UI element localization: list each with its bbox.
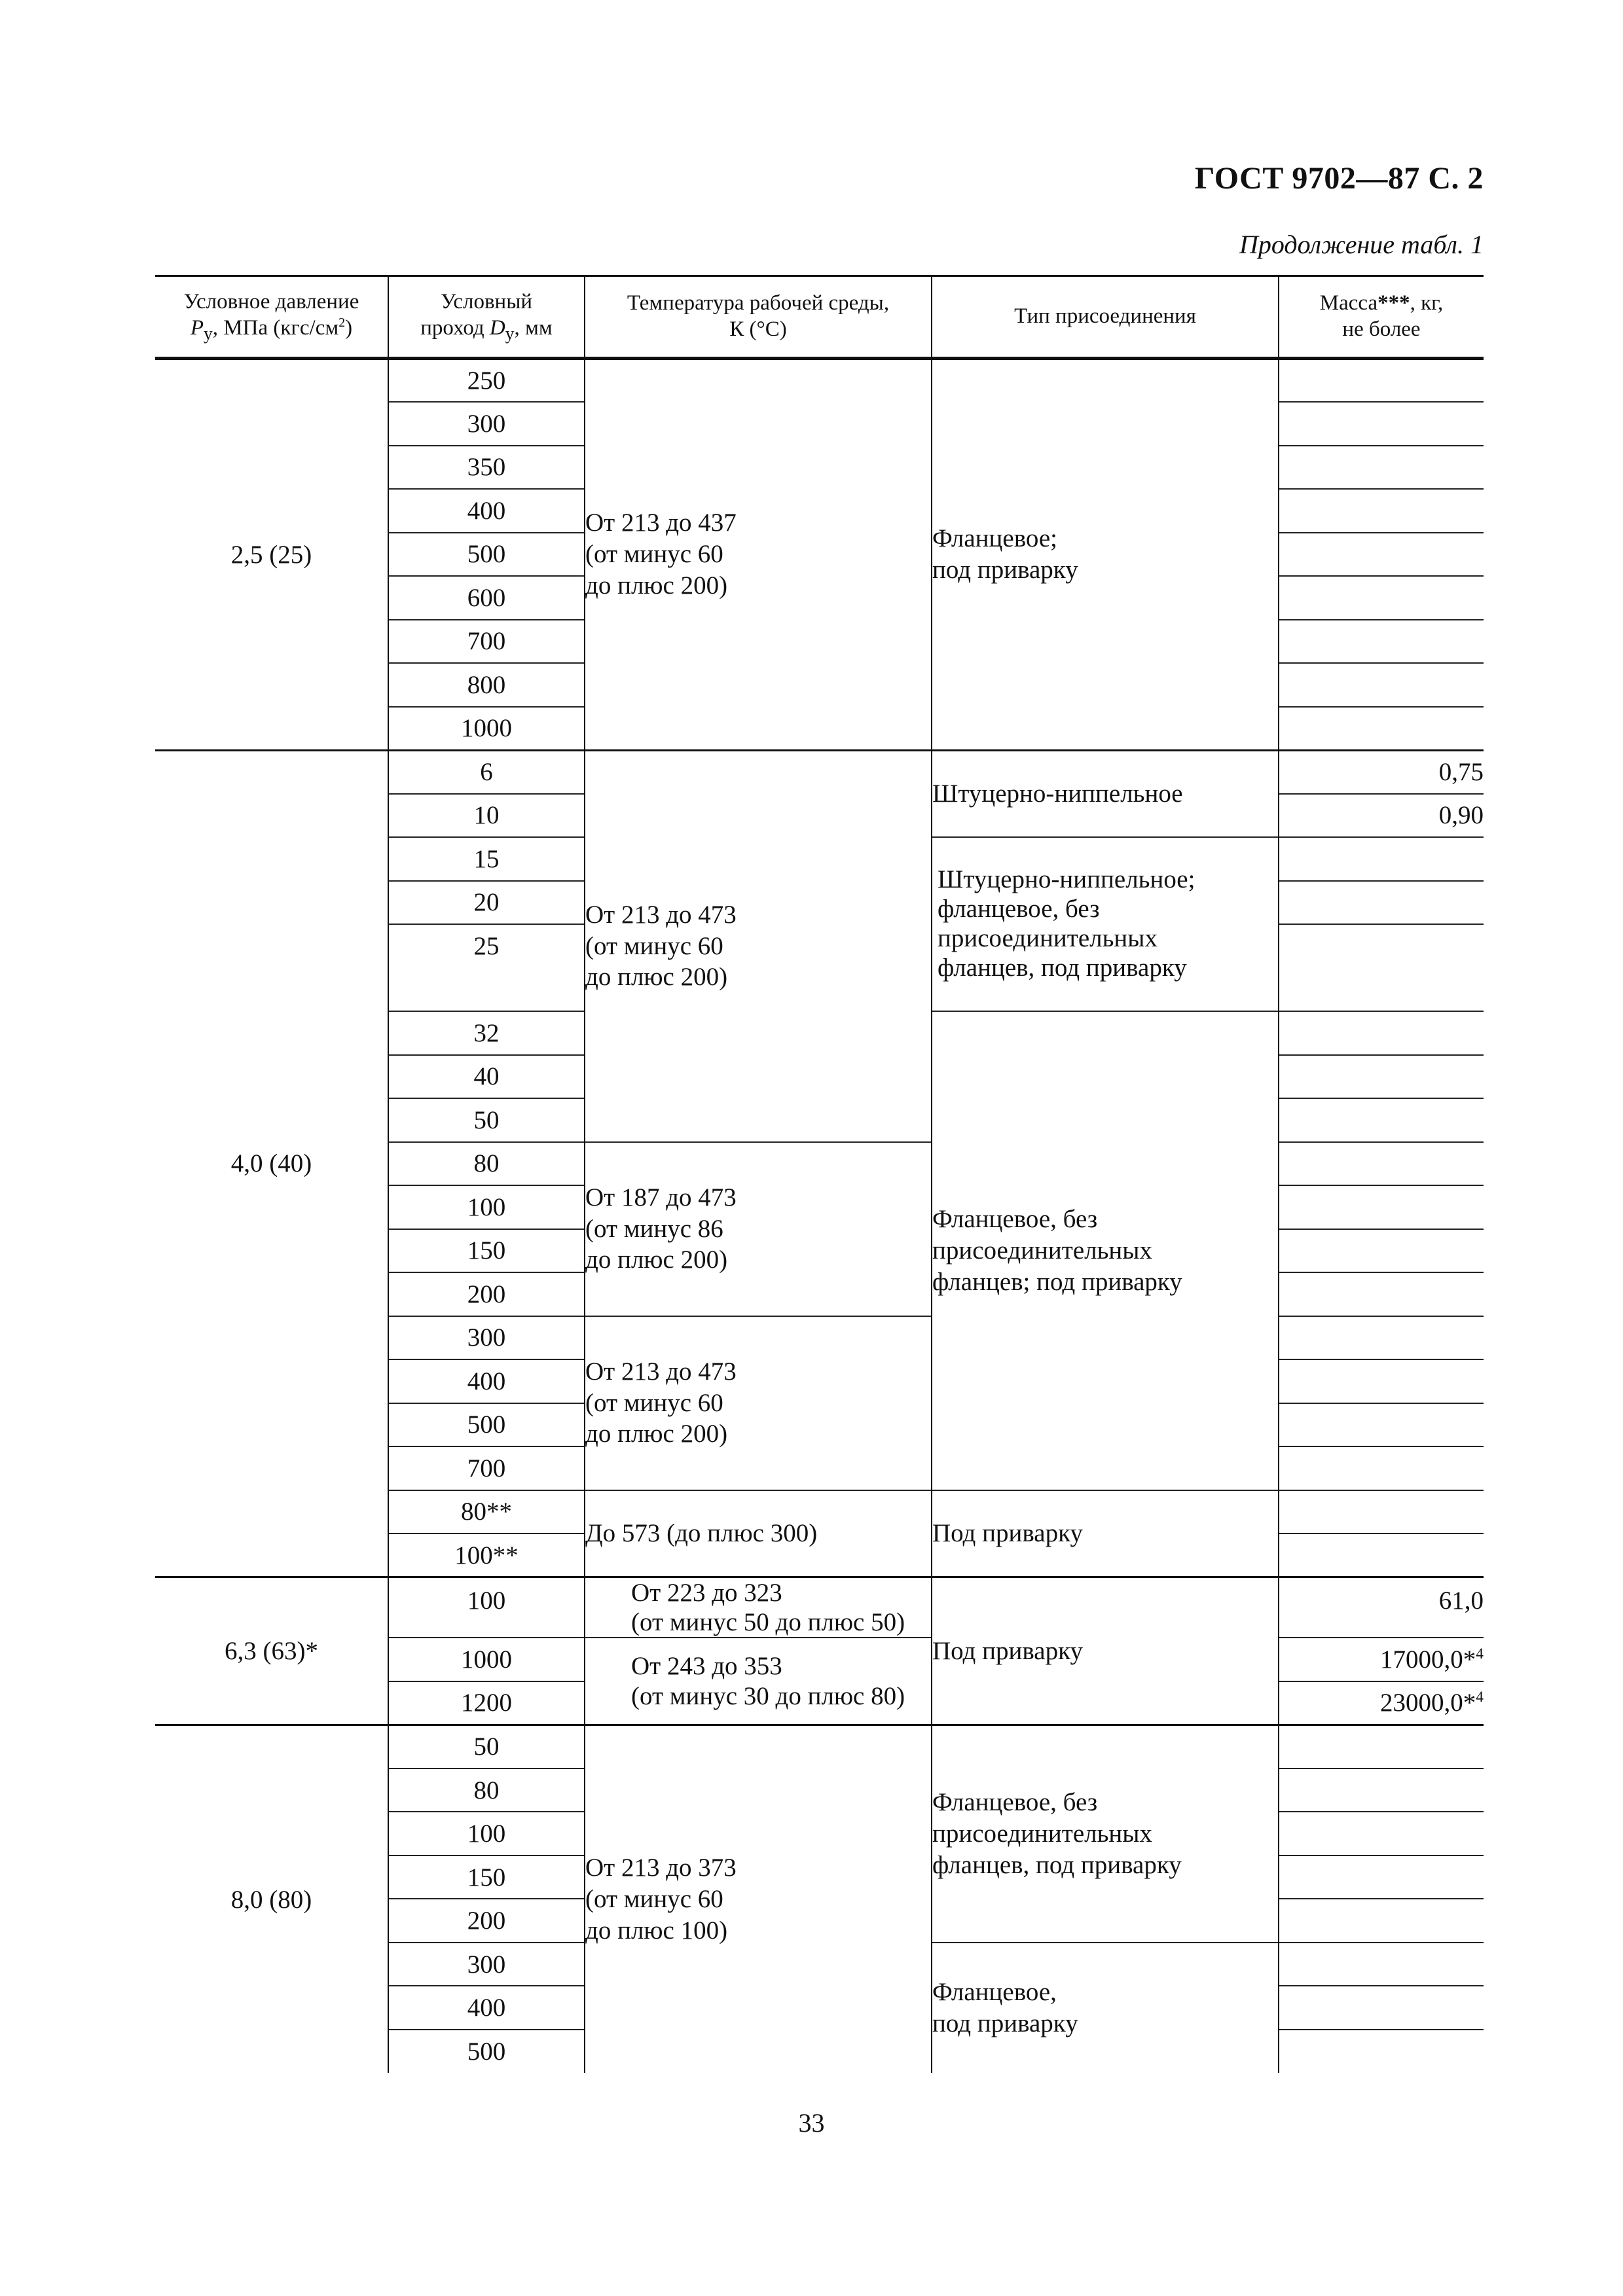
diameter-cell: 500 — [388, 2030, 585, 2073]
mass-cell — [1279, 1142, 1484, 1186]
mass-cell — [1279, 881, 1484, 925]
mass-cell — [1279, 576, 1484, 620]
mass-cell — [1279, 1316, 1484, 1360]
table-header-row — [155, 276, 1484, 359]
col-header-temperature: Температура рабочей среды, К (°С) — [585, 276, 932, 359]
connection-cell: Фланцевое, без присоединительных фланцев, под приварку — [932, 1725, 1279, 1943]
temperature-cell: От 213 до 473 (от минус 60 до плюс 200) — [585, 750, 932, 1142]
mass-cell — [1279, 1359, 1484, 1403]
mass-cell: 0,75 — [1279, 750, 1484, 794]
connection-cell: Фланцевое, под приварку — [932, 1943, 1279, 2073]
diameter-cell: 100 — [388, 1577, 585, 1638]
mass-cell: 61,0 — [1279, 1577, 1484, 1638]
mass-cell — [1279, 1856, 1484, 1899]
mass-cell — [1279, 1812, 1484, 1856]
diameter-cell: 400 — [388, 489, 585, 533]
col-header-connection: Тип присоединения — [932, 276, 1279, 359]
diameter-cell: 200 — [388, 1899, 585, 1943]
specification-table — [155, 275, 1484, 2073]
mass-cell — [1279, 1229, 1484, 1273]
diameter-cell: 80** — [388, 1490, 585, 1534]
diameter-cell: 1000 — [388, 1638, 585, 1681]
table-continuation-label: Продолжение табл. 1 — [1239, 230, 1484, 259]
mass-cell — [1279, 924, 1484, 1011]
diameter-cell: 300 — [388, 1316, 585, 1360]
pressure-cell: 6,3 (63)* — [155, 1577, 388, 1725]
mass-cell — [1279, 1986, 1484, 2030]
diameter-cell: 400 — [388, 1986, 585, 2030]
diameter-cell: 700 — [388, 620, 585, 664]
diameter-cell: 80 — [388, 1142, 585, 1186]
diameter-cell: 80 — [388, 1768, 585, 1812]
diameter-cell: 500 — [388, 1403, 585, 1447]
diameter-cell: 25 — [388, 924, 585, 968]
diameter-cell: 150 — [388, 1856, 585, 1899]
diameter-cell: 500 — [388, 533, 585, 577]
col-header-mass: Масса***, кг, не более — [1279, 276, 1484, 359]
col-header-diameter: Условный проход $D_у$, мм — [388, 276, 585, 359]
diameter-cell: 40 — [388, 1055, 585, 1099]
mass-cell — [1279, 837, 1484, 881]
temperature-cell: От 213 до 437 (от минус 60 до плюс 200) — [585, 359, 932, 751]
mass-cell — [1279, 1055, 1484, 1099]
mass-cell — [1279, 446, 1484, 490]
temperature-cell: От 187 до 473 (от минус 86 до плюс 200) — [585, 1142, 932, 1316]
connection-cell: Фланцевое; под приварку — [932, 359, 1279, 751]
diameter-cell: 32 — [388, 1011, 585, 1055]
diameter-cell: 600 — [388, 576, 585, 620]
mass-cell — [1279, 1768, 1484, 1812]
mass-cell: 23000,0*$^4$ — [1279, 1681, 1484, 1725]
pressure-cell: 2,5 (25) — [155, 359, 388, 751]
mass-cell — [1279, 707, 1484, 751]
mass-cell — [1279, 1899, 1484, 1943]
temperature-cell: От 223 до 323 (от минус 50 до плюс 50) — [585, 1577, 932, 1638]
temperature-cell: От 213 до 373 (от минус 60 до плюс 100) — [585, 1725, 932, 2073]
diameter-cell: 100 — [388, 1185, 585, 1229]
diameter-spacer — [388, 968, 585, 1012]
mass-cell — [1279, 489, 1484, 533]
mass-cell — [1279, 1185, 1484, 1229]
connection-cell: Фланцевое, без присоединительных фланцев; под приварку — [932, 1011, 1279, 1490]
diameter-cell: 150 — [388, 1229, 585, 1273]
diameter-cell: 800 — [388, 663, 585, 707]
diameter-cell: 200 — [388, 1272, 585, 1316]
mass-cell — [1279, 620, 1484, 664]
temperature-cell: От 213 до 473 (от минус 60 до плюс 200) — [585, 1316, 932, 1490]
diameter-cell: 10 — [388, 794, 585, 838]
mass-cell: 17000,0*$^4$ — [1279, 1638, 1484, 1681]
diameter-cell: 1200 — [388, 1681, 585, 1725]
diameter-cell: 50 — [388, 1725, 585, 1768]
mass-cell — [1279, 1446, 1484, 1490]
mass-cell — [1279, 1011, 1484, 1055]
table-row — [155, 750, 1484, 794]
page-number: 33 — [798, 2108, 825, 2138]
diameter-cell: 20 — [388, 881, 585, 925]
mass-cell — [1279, 663, 1484, 707]
temperature-cell: От 243 до 353 (от минус 30 до плюс 80) — [585, 1638, 932, 1725]
temperature-cell: До 573 (до плюс 300) — [585, 1490, 932, 1577]
connection-cell: Штуцерно-ниппельное; фланцевое, без присоединительных фланцев, под приварку — [932, 837, 1279, 1011]
mass-cell: 0,90 — [1279, 794, 1484, 838]
diameter-cell: 250 — [388, 359, 585, 403]
mass-cell — [1279, 1534, 1484, 1577]
diameter-cell: 400 — [388, 1359, 585, 1403]
mass-cell — [1279, 1943, 1484, 1986]
table-row — [155, 1725, 1484, 1768]
diameter-cell: 300 — [388, 1943, 585, 1986]
diameter-cell: 50 — [388, 1098, 585, 1142]
mass-cell — [1279, 359, 1484, 403]
mass-cell — [1279, 2030, 1484, 2073]
pressure-cell: 4,0 (40) — [155, 750, 388, 1577]
diameter-cell: 700 — [388, 1446, 585, 1490]
diameter-cell: 1000 — [388, 707, 585, 751]
col-header-pressure: Условное давление $P_у$, МПа $(кгс/см^2)$ — [155, 276, 388, 359]
mass-cell — [1279, 402, 1484, 446]
diameter-cell: 6 — [388, 750, 585, 794]
mass-cell — [1279, 1272, 1484, 1316]
connection-cell: Под приварку — [932, 1490, 1279, 1577]
mass-cell — [1279, 1490, 1484, 1534]
document-header: ГОСТ 9702—87 С. 2 — [1194, 161, 1484, 196]
mass-cell — [1279, 1725, 1484, 1768]
diameter-cell: 350 — [388, 446, 585, 490]
mass-cell — [1279, 1403, 1484, 1447]
diameter-cell: 15 — [388, 837, 585, 881]
connection-cell: Штуцерно-ниппельное — [932, 750, 1279, 837]
connection-cell: Под приварку — [932, 1577, 1279, 1725]
diameter-cell: 300 — [388, 402, 585, 446]
mass-cell — [1279, 533, 1484, 577]
table-row — [155, 1577, 1484, 1638]
table-row — [155, 359, 1484, 403]
diameter-cell: 100 — [388, 1812, 585, 1856]
mass-cell — [1279, 1098, 1484, 1142]
pressure-cell: 8,0 (80) — [155, 1725, 388, 2073]
diameter-cell: 100** — [388, 1534, 585, 1577]
